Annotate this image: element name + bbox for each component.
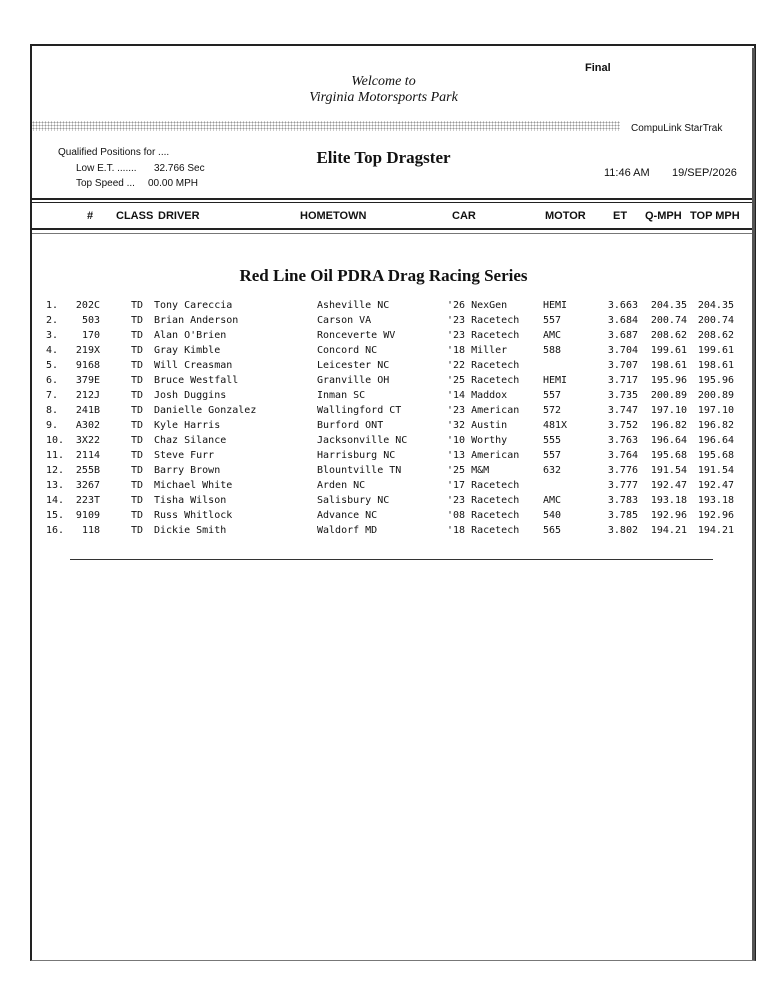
welcome-heading — [0, 74, 767, 106]
cell-car: '26 NexGen — [447, 300, 508, 311]
cell-et: 3.802 — [607, 525, 638, 536]
cell-motor: AMC — [543, 495, 562, 506]
cell-class: TD — [131, 420, 144, 431]
cell-topmph: 204.35 — [697, 300, 734, 311]
cell-et: 3.763 — [607, 435, 638, 446]
cell-class: TD — [131, 405, 144, 416]
top-speed-label: Top Speed ... — [76, 178, 135, 189]
cell-topmph: 194.21 — [697, 525, 734, 536]
top-speed-value: 00.00 MPH — [148, 178, 199, 189]
series-title: Red Line Oil PDRA Drag Racing Series — [239, 266, 528, 285]
brand-label: CompuLink StarTrak — [631, 123, 723, 134]
cell-topmph: 196.82 — [697, 420, 734, 431]
cell-car-number: 212J — [75, 390, 100, 401]
cell-car-number: 219X — [75, 345, 100, 356]
cell-car-number: 170 — [81, 330, 100, 341]
cell-driver: Dickie Smith — [154, 525, 227, 536]
welcome-line-1: Welcome to — [351, 74, 416, 89]
cell-hometown: Jacksonville NC — [317, 435, 408, 446]
cell-motor: 557 — [543, 315, 562, 326]
table-row — [0, 313, 767, 328]
cell-et: 3.684 — [607, 315, 638, 326]
cell-qmph: 191.54 — [650, 465, 687, 476]
cell-car-number: 3267 — [75, 480, 100, 491]
cell-car: '23 Racetech — [447, 315, 520, 326]
cell-motor: 540 — [543, 510, 562, 521]
cell-class: TD — [131, 450, 144, 461]
cell-position: 7. — [46, 390, 59, 401]
cell-et: 3.707 — [607, 360, 638, 371]
cell-qmph: 195.96 — [650, 375, 687, 386]
cell-car-number: 118 — [81, 525, 100, 536]
cell-et: 3.776 — [607, 465, 638, 476]
column-header-qmph: Q-MPH — [645, 210, 682, 222]
cell-car: '10 Worthy — [447, 435, 508, 446]
cell-position: 15. — [46, 510, 65, 521]
cell-motor: HEMI — [543, 375, 568, 386]
cell-qmph: 198.61 — [650, 360, 687, 371]
cell-driver: Brian Anderson — [154, 315, 239, 326]
cell-topmph: 208.62 — [697, 330, 734, 341]
cell-position: 9. — [46, 420, 59, 431]
cell-driver: Tisha Wilson — [154, 495, 227, 506]
cell-car-number: 255B — [75, 465, 100, 476]
cell-topmph: 197.10 — [697, 405, 734, 416]
cell-class: TD — [131, 345, 144, 356]
cell-car: '25 Racetech — [447, 375, 520, 386]
header-rule-top-thin — [32, 202, 752, 203]
table-row — [0, 373, 767, 388]
cell-class: TD — [131, 315, 144, 326]
cell-hometown: Leicester NC — [317, 360, 390, 371]
cell-position: 11. — [46, 450, 65, 461]
column-header-driver: DRIVER — [158, 210, 200, 222]
cell-qmph: 197.10 — [650, 405, 687, 416]
cell-car: '22 Racetech — [447, 360, 520, 371]
cell-qmph: 193.18 — [650, 495, 687, 506]
cell-class: TD — [131, 390, 144, 401]
cell-car-number: 241B — [75, 405, 100, 416]
cell-position: 13. — [46, 480, 65, 491]
cell-driver: Russ Whitlock — [154, 510, 233, 521]
table-row — [0, 358, 767, 373]
cell-driver: Danielle Gonzalez — [154, 405, 257, 416]
cell-hometown: Advance NC — [317, 510, 378, 521]
cell-car: '17 Racetech — [447, 480, 520, 491]
cell-et: 3.663 — [607, 300, 638, 311]
cell-topmph: 193.18 — [697, 495, 734, 506]
event-name: Elite Top Dragster — [316, 148, 451, 167]
cell-position: 2. — [46, 315, 59, 326]
cell-topmph: 191.54 — [697, 465, 734, 476]
column-header-et: ET — [613, 210, 628, 222]
column-header-car: CAR — [452, 210, 476, 222]
cell-motor: 555 — [543, 435, 562, 446]
cell-class: TD — [131, 495, 144, 506]
low-et-label: Low E.T. ....... — [76, 163, 137, 174]
cell-car: '25 M&M — [447, 465, 490, 476]
cell-car: '13 American — [447, 450, 520, 461]
cell-position: 4. — [46, 345, 59, 356]
cell-class: TD — [131, 510, 144, 521]
cell-position: 6. — [46, 375, 59, 386]
cell-position: 8. — [46, 405, 59, 416]
results-bottom-rule — [70, 559, 713, 560]
table-row — [0, 403, 767, 418]
cell-hometown: Granville OH — [317, 375, 390, 386]
report-time: 11:46 AM — [604, 167, 650, 179]
cell-et: 3.783 — [607, 495, 638, 506]
cell-car-number: 9168 — [75, 360, 100, 371]
cell-car-number: 379E — [75, 375, 100, 386]
cell-topmph: 195.68 — [697, 450, 734, 461]
table-row — [0, 418, 767, 433]
table-row — [0, 343, 767, 358]
header-rule-top — [32, 198, 752, 200]
cell-driver: Kyle Harris — [154, 420, 221, 431]
cell-class: TD — [131, 300, 144, 311]
cell-driver: Tony Careccia — [154, 300, 233, 311]
cell-driver: Alan O'Brien — [154, 330, 227, 341]
cell-motor: 557 — [543, 390, 562, 401]
cell-hometown: Blountville TN — [317, 465, 402, 476]
cell-hometown: Concord NC — [317, 345, 378, 356]
cell-motor: 565 — [543, 525, 562, 536]
cell-class: TD — [131, 360, 144, 371]
cell-topmph: 192.96 — [697, 510, 734, 521]
cell-car: '08 Racetech — [447, 510, 520, 521]
cell-hometown: Burford ONT — [317, 420, 384, 431]
cell-topmph: 199.61 — [697, 345, 734, 356]
cell-qmph: 199.61 — [650, 345, 687, 356]
table-row — [0, 478, 767, 493]
cell-car: '23 Racetech — [447, 495, 520, 506]
low-et-value: 32.766 Sec — [154, 163, 205, 174]
cell-topmph: 192.47 — [697, 480, 734, 491]
cell-topmph: 198.61 — [697, 360, 734, 371]
cell-car: '18 Miller — [447, 345, 508, 356]
cell-qmph: 196.64 — [650, 435, 687, 446]
cell-motor: 572 — [543, 405, 562, 416]
report-date: 19/SEP/2026 — [672, 167, 737, 179]
cell-car-number: 503 — [81, 315, 100, 326]
header-rule-bottom — [32, 228, 752, 230]
cell-et: 3.747 — [607, 405, 638, 416]
cell-driver: Gray Kimble — [154, 345, 221, 356]
cell-qmph: 194.21 — [650, 525, 687, 536]
track-name: Virginia Motorsports Park — [309, 90, 458, 105]
cell-position: 3. — [46, 330, 59, 341]
cell-et: 3.704 — [607, 345, 638, 356]
cell-et: 3.777 — [607, 480, 638, 491]
column-header-topmph: TOP MPH — [690, 210, 740, 222]
cell-motor: HEMI — [543, 300, 568, 311]
cell-hometown: Wallingford CT — [317, 405, 402, 416]
cell-hometown: Carson VA — [317, 315, 372, 326]
cell-topmph: 200.74 — [697, 315, 734, 326]
cell-hometown: Inman SC — [317, 390, 366, 401]
cell-position: 5. — [46, 360, 59, 371]
cell-driver: Chaz Silance — [154, 435, 227, 446]
table-row — [0, 523, 767, 538]
table-row — [0, 463, 767, 478]
cell-qmph: 192.47 — [650, 480, 687, 491]
cell-motor: 481X — [543, 420, 568, 431]
cell-motor: 557 — [543, 450, 562, 461]
cell-class: TD — [131, 375, 144, 386]
cell-topmph: 200.89 — [697, 390, 734, 401]
cell-hometown: Ronceverte WV — [317, 330, 396, 341]
table-row — [0, 328, 767, 343]
cell-driver: Michael White — [154, 480, 233, 491]
top-speed-row — [76, 178, 198, 189]
column-header-num: # — [87, 210, 94, 222]
cell-car-number: 223T — [75, 495, 100, 506]
cell-et: 3.764 — [607, 450, 638, 461]
cell-car-number: 9109 — [75, 510, 100, 521]
cell-class: TD — [131, 525, 144, 536]
cell-class: TD — [131, 480, 144, 491]
cell-et: 3.752 — [607, 420, 638, 431]
cell-position: 1. — [46, 300, 59, 311]
cell-position: 14. — [46, 495, 65, 506]
cell-class: TD — [131, 330, 144, 341]
cell-car-number: A302 — [75, 420, 100, 431]
column-header-hometown: HOMETOWN — [300, 210, 367, 222]
cell-driver: Josh Duggins — [154, 390, 227, 401]
cell-et: 3.735 — [607, 390, 638, 401]
cell-qmph: 192.96 — [650, 510, 687, 521]
cell-qmph: 200.74 — [650, 315, 687, 326]
cell-driver: Steve Furr — [154, 450, 215, 461]
column-header-motor: MOTOR — [545, 210, 586, 222]
cell-motor: 632 — [543, 465, 562, 476]
cell-car: '18 Racetech — [447, 525, 520, 536]
dotted-band — [32, 121, 620, 131]
table-row — [0, 508, 767, 523]
table-row — [0, 433, 767, 448]
column-header-class: CLASS — [116, 210, 154, 222]
cell-position: 12. — [46, 465, 65, 476]
report-status: Final — [585, 62, 611, 74]
table-row — [0, 493, 767, 508]
cell-car: '23 Racetech — [447, 330, 520, 341]
cell-position: 16. — [46, 525, 65, 536]
cell-hometown: Arden NC — [317, 480, 366, 491]
table-row — [0, 448, 767, 463]
cell-car: '32 Austin — [447, 420, 508, 431]
results-table — [0, 298, 767, 538]
cell-car: '14 Maddox — [447, 390, 508, 401]
cell-hometown: Waldorf MD — [317, 525, 378, 536]
cell-motor: AMC — [543, 330, 562, 341]
cell-et: 3.687 — [607, 330, 638, 341]
qualified-positions-label: Qualified Positions for .... — [58, 147, 170, 158]
cell-qmph: 195.68 — [650, 450, 687, 461]
cell-hometown: Harrisburg NC — [317, 450, 396, 461]
cell-car: '23 American — [447, 405, 520, 416]
cell-et: 3.717 — [607, 375, 638, 386]
cell-qmph: 200.89 — [650, 390, 687, 401]
cell-et: 3.785 — [607, 510, 638, 521]
cell-topmph: 196.64 — [697, 435, 734, 446]
cell-driver: Barry Brown — [154, 465, 221, 476]
cell-class: TD — [131, 465, 144, 476]
cell-hometown: Salisbury NC — [317, 495, 390, 506]
table-row — [0, 298, 767, 313]
cell-position: 10. — [46, 435, 65, 446]
cell-driver: Bruce Westfall — [154, 375, 239, 386]
table-row — [0, 388, 767, 403]
cell-motor: 588 — [543, 345, 562, 356]
cell-qmph: 208.62 — [650, 330, 687, 341]
header-rule-bottom-thin — [32, 233, 752, 234]
cell-car-number: 202C — [75, 300, 100, 311]
cell-car-number: 2114 — [75, 450, 100, 461]
cell-qmph: 196.82 — [650, 420, 687, 431]
cell-topmph: 195.96 — [697, 375, 734, 386]
cell-hometown: Asheville NC — [317, 300, 390, 311]
cell-class: TD — [131, 435, 144, 446]
cell-qmph: 204.35 — [650, 300, 687, 311]
cell-car-number: 3X22 — [75, 435, 100, 446]
cell-driver: Will Creasman — [154, 360, 233, 371]
